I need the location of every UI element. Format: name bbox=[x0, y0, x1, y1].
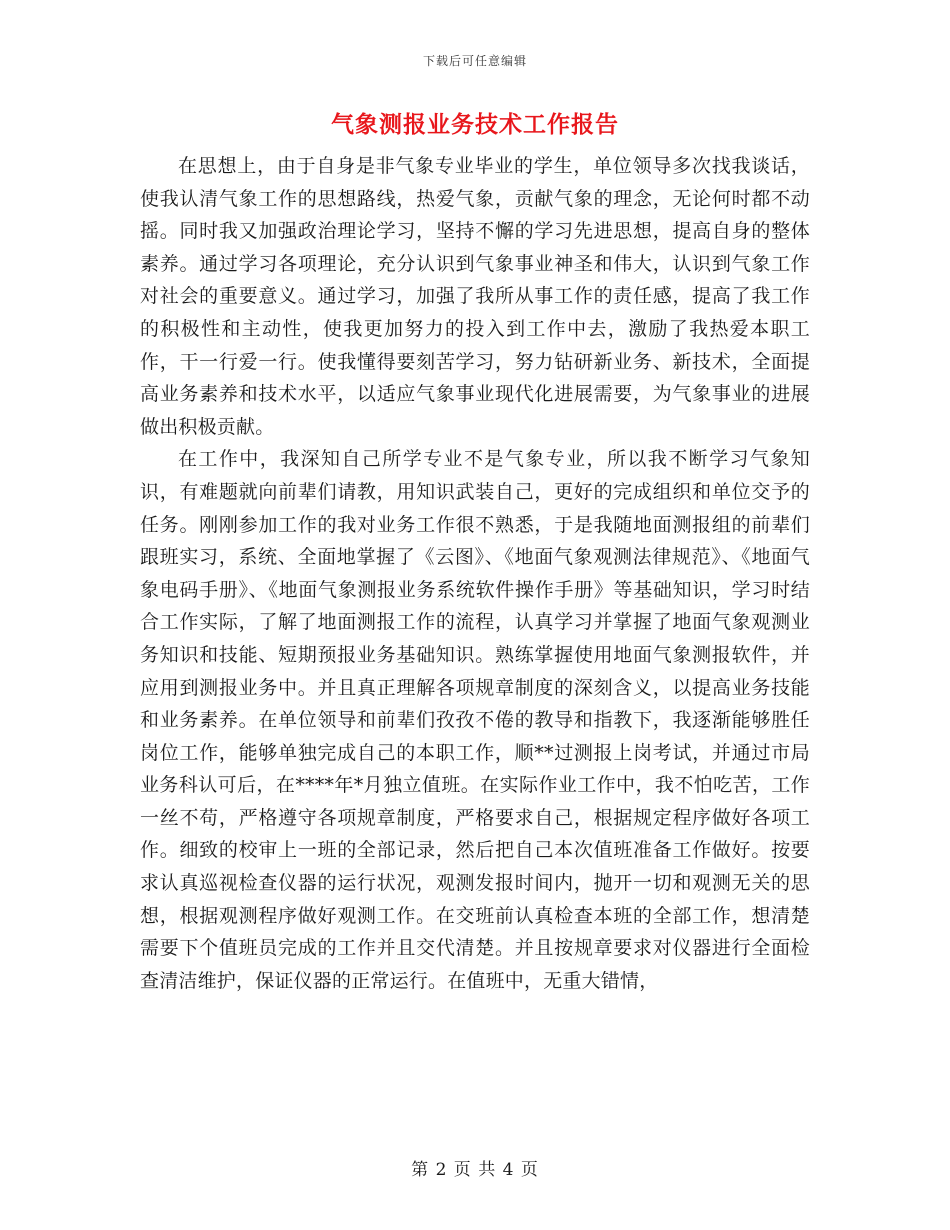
document-title: 气象测报业务技术工作报告 bbox=[331, 111, 619, 138]
header-note: 下载后可任意编辑 bbox=[422, 54, 527, 68]
paragraph: 在工作中，我深知自己所学专业不是气象专业，所以我不断学习气象知识，有难题就向前辈们请教，用知识武装自己，更好的完成组织和单位交予的任务。刚刚参加工作的我对业务工作很不熟悉，于是我随地面测报组的前辈们跟班实习，系统、全面地掌握了《云图》、《地面气象观测法律规范》、《地面气象电码手册》、《地面气象测报业务系统软件操作手册》等基础知识，学习时结合工作实际，了解了地面测报工作的流程，认真学习并掌握了地面气象观测业务知识和技能、短期预报业务基础知识。熟练掌握使用地面气象测报软件，并应用到测报业务中。并且真正理解各项规章制度的深刻含义，以提高业务技能和业务素养。在单位领导和前辈们孜孜不倦的教导和指教下，我逐渐能够胜任岗位工作，能够单独完成自己的本职工作，顺**过测报上岗考试，并通过市局业务科认可后，在****年*月独立值班。在实际作业工作中，我不怕吃苦，工作一丝不苟，严格遵守各项规章制度，严格要求自己，根据规定程序做好各项工作。细致的校审上一班的全部记录，然后把自己本次值班准备工作做好。按要求认真巡视检查仪器的运行状况，观测发报时间内，抛开一切和观测无关的思想，根据观测程序做好观测工作。在交班前认真检查本班的全部工作，想清楚需要下个值班员完成的工作并且交代清楚。并且按规章要求对仪器进行全面检查清洁维护，保证仪器的正常运行。在值班中，无重大错情， bbox=[140, 448, 810, 992]
document-body bbox=[140, 150, 810, 997]
page-number: 第 2 页 共 4 页 bbox=[411, 1160, 539, 1180]
paragraph: 在思想上，由于自身是非气象专业毕业的学生，单位领导多次找我谈话，使我认清气象工作的思想路线，热爱气象，贡献气象的理念，无论何时都不动摇。同时我又加强政治理论学习，坚持不懈的学习先进思想，提高自身的整体素养。通过学习各项理论，充分认识到气象事业神圣和伟大，认识到气象工作对社会的重要意义。通过学习，加强了我所从事工作的责任感，提高了我工作的积极性和主动性，使我更加努力的投入到工作中去，激励了我热爱本职工作，干一行爱一行。使我懂得要刻苦学习，努力钻研新业务、新技术，全面提高业务素养和技术水平，以适应气象事业现代化进展需要，为气象事业的进展做出积极贡献。 bbox=[140, 155, 810, 438]
